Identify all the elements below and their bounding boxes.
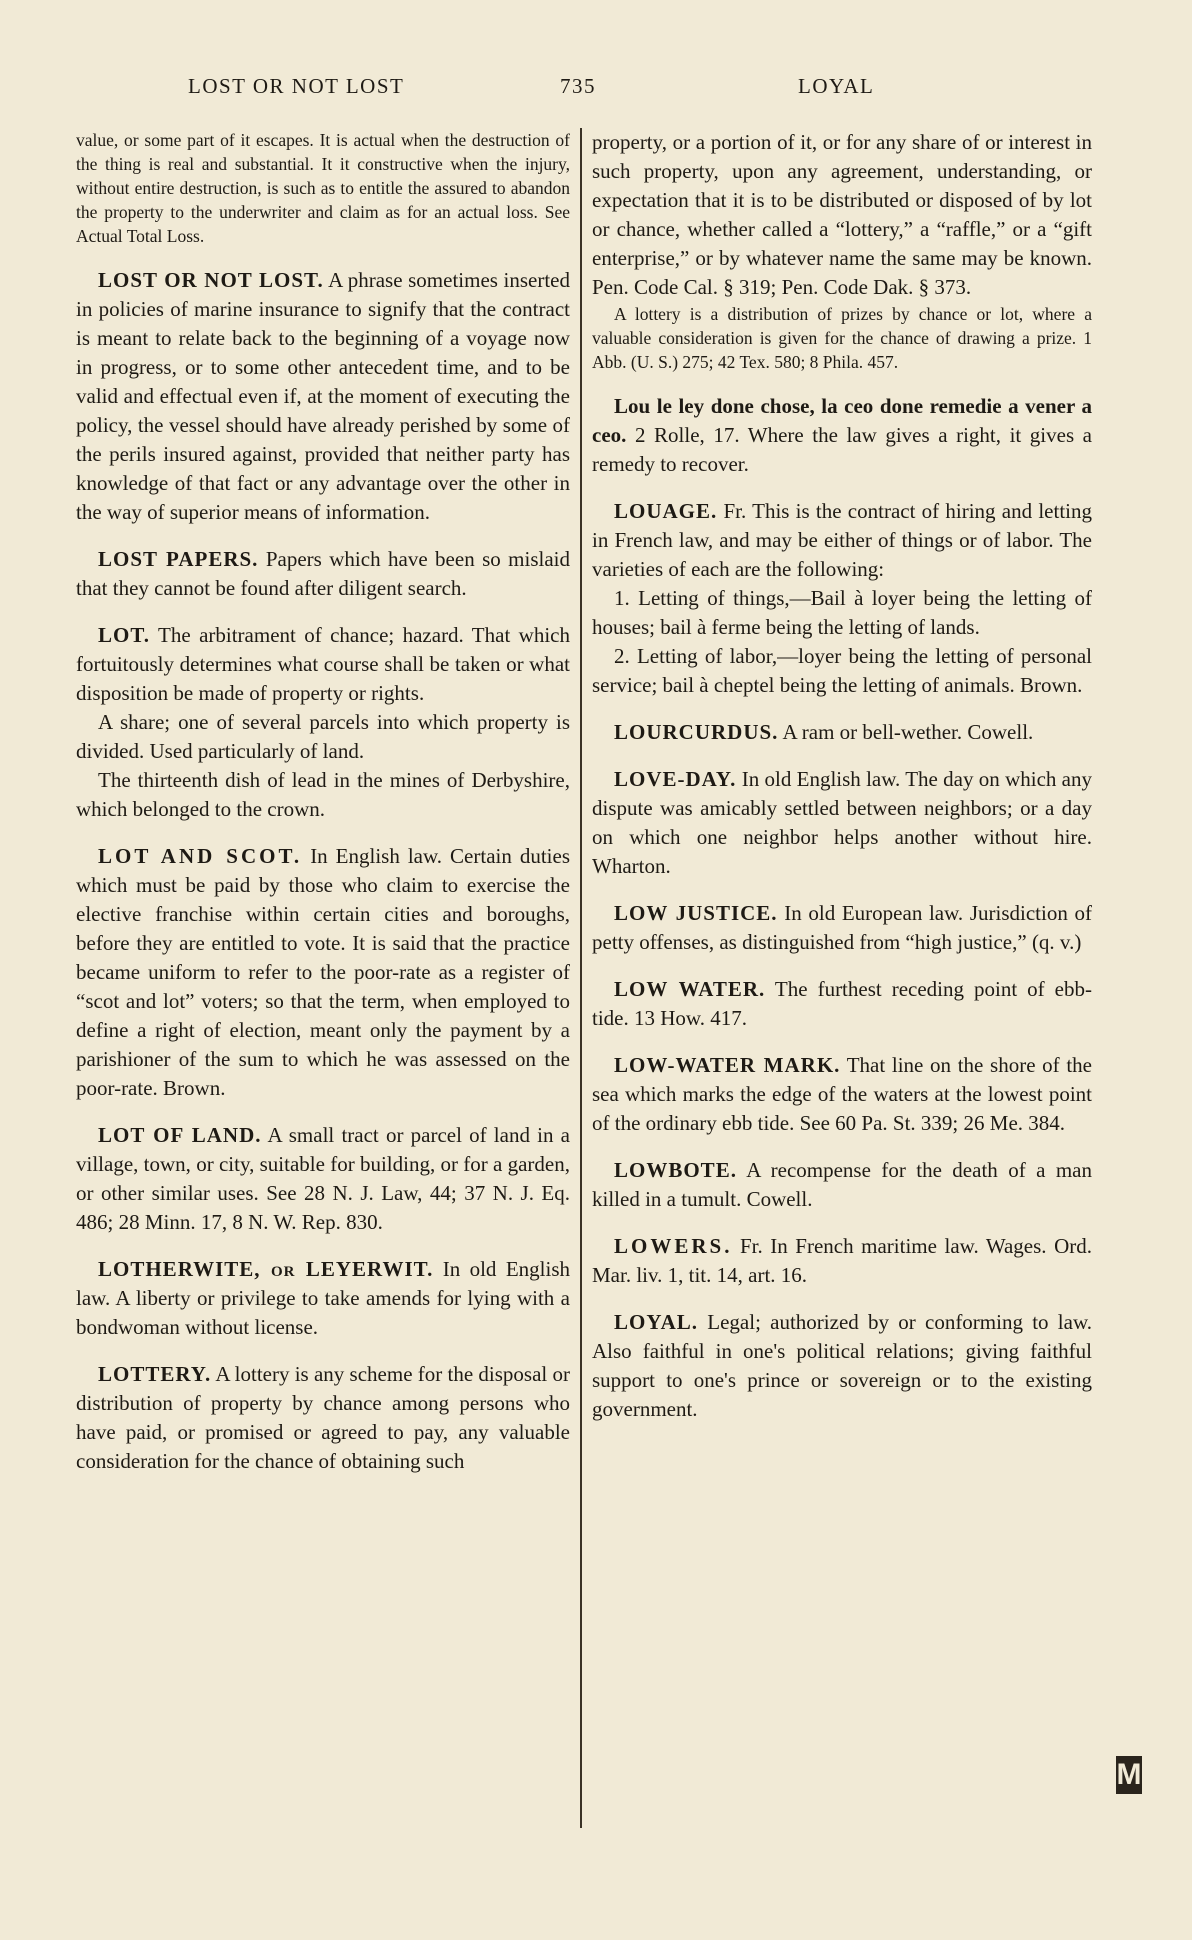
entry-maxim-lou-le-ley [592, 392, 1092, 479]
entry-definition: A small tract or parcel of land in a village, town, or city, suitable for building, or for a garden, or other similar uses. See 28 N. J. Law, 44; 37 N. J. Eq. 486; 28 Minn. 17, 8 N. W. Rep. 830. [76, 1123, 570, 1234]
entry-definition: The furthest receding point of ebb-tide. 13 How. 417. [592, 977, 1092, 1030]
headword: LOURCURDUS. [614, 720, 779, 744]
entry-definition: A ram or bell-wether. Cowell. [782, 720, 1034, 744]
entry-definition: A phrase sometimes inserted in policies of marine insurance to signify that the contract is meant to relate back to the beginning of a voyage now in progress, or to some other antecedent time, and to be valid and effectual even if, at the moment of executing the policy, the vessel should have already perished by some of the perils insured against, provided that neither party has knowledge of that fact or any advantage over the other in the way of superior means of information. [76, 268, 570, 524]
entry-lot-of-land [76, 1121, 570, 1237]
left-column [76, 128, 570, 1476]
entry-lot [76, 621, 570, 824]
entry-lourcurdus [592, 718, 1092, 747]
entry-louage [592, 497, 1092, 700]
list-item: 2. Letting of labor,—loyer being the letting of personal service; bail à cheptel being the letting of animals. Brown. [592, 644, 1092, 697]
entry-definition: A recompense for the death of a man killed in a tumult. Cowell. [592, 1158, 1092, 1211]
header-left-guide-word: LOST OR NOT LOST [188, 74, 405, 98]
entry-definition: That line on the shore of the sea which marks the edge of the waters at the lowest point of the ordinary ebb tide. See 60 Pa. St. 339; 26 Me. 384. [592, 1053, 1093, 1135]
entry-definition: The arbitrament of chance; hazard. That which fortuitously determines what course shall be taken or what disposition be made of property or rights. [76, 623, 570, 705]
entry-lottery [76, 1360, 570, 1476]
headword: LOST OR NOT LOST. [98, 268, 324, 292]
list-item: 1. Letting of things,—Bail à loyer being the letting of houses; bail à ferme being the letting of lands. [592, 586, 1092, 639]
entry-low-water-mark [592, 1051, 1092, 1138]
entry-loyal [592, 1308, 1092, 1424]
header-right-guide-word: LOYAL [798, 74, 875, 98]
entry-definition: A lottery is any scheme for the disposal or distribution of property by chance among persons who have paid, or promised or agreed to pay, any valuable consideration for the chance of obtaining such [76, 1362, 571, 1473]
entry-definition: Fr. This is the contract of hiring and letting in French law, and may be either of things or of labor. The varieties of each are the following: [592, 499, 1093, 581]
headword: LOT OF LAND. [98, 1123, 262, 1147]
entry-lowbote [592, 1156, 1092, 1214]
headword: LOW-WATER MARK. [614, 1053, 841, 1077]
headword: LOT. [98, 623, 151, 647]
headword: Lou le ley done chose, la ceo done remedie a vener a ceo. [592, 394, 1092, 447]
entry-love-day [592, 765, 1092, 881]
thumb-index-tab: M [1116, 1756, 1142, 1794]
headword: LOVE-DAY. [614, 767, 737, 791]
headword: LOST PAPERS. [98, 547, 259, 571]
entry-lost-papers [76, 545, 570, 603]
headword: LOUAGE. [614, 499, 718, 523]
entry-low-water [592, 975, 1092, 1033]
headword: LOT AND SCOT. [98, 844, 303, 868]
entry-definition: In old English law. A liberty or privilege to take amends for lying with a bondwoman without license. [76, 1257, 570, 1339]
headword: LOWERS. [614, 1234, 733, 1258]
entry-definition: Fr. In French maritime law. Wages. Ord. Mar. liv. 1, tit. 14, art. 16. [592, 1234, 1092, 1287]
continued-text: property, or a portion of it, or for any share of or interest in such property, upon any agreement, understanding, or expectation that it is to be distributed or disposed of by lot or chance, whether called a “lottery,” a “raffle,” or a “gift enterprise,” or by whatever name the same may be known. Pen. Code Cal. § 319; Pen. Code Dak. § 373. [592, 130, 1092, 299]
headword: LOTTERY. [98, 1362, 212, 1386]
entry-lost-or-not-lost [76, 266, 570, 527]
headword: LOWBOTE. [614, 1158, 737, 1182]
entry-definition: Legal; authorized by or conforming to law. Also faithful in one's political relations; giving faithful support to one's prince or sovereign or to the existing government. [592, 1310, 1092, 1421]
column-divider [580, 128, 582, 1828]
entry-low-justice [592, 899, 1092, 957]
headword: LOYAL. [614, 1310, 699, 1334]
page-number: 735 [560, 74, 596, 98]
entry-lowers [592, 1232, 1092, 1290]
entry-lotherwite [76, 1255, 570, 1342]
headword: LOTHERWITE, or LEYERWIT. [98, 1257, 434, 1281]
right-column [592, 128, 1092, 1424]
running-head [76, 74, 1116, 104]
entry-definition: Papers which have been so mislaid that they cannot be found after diligent search. [76, 547, 571, 600]
entry-lot-and-scot [76, 842, 570, 1103]
entry-definition: In old English law. The day on which any dispute was amicably settled between neighbors; or a day on which one neighbor helps another without hire. Wharton. [592, 767, 1092, 878]
entry-definition-sense: A share; one of several parcels into which property is divided. Used particularly of land. [76, 710, 570, 763]
entry-definition-sense: The thirteenth dish of lead in the mines of Derbyshire, which belonged to the crown. [76, 768, 570, 821]
entry-definition: 2 Rolle, 17. Where the law gives a right, it gives a remedy to recover. [592, 423, 1092, 476]
entry-definition: In English law. Certain duties which must be paid by those who claim to exercise the elective franchise within certain cities and boroughs, before they are entitled to vote. It is said that the practice became uniform to refer to the poor-rate as a register of “scot and lot” voters; so that the term, when employed to define a right of election, meant only the payment by a parishioner of the sum to which he was assessed on the poor-rate. Brown. [76, 844, 571, 1100]
headword: LOW JUSTICE. [614, 901, 778, 925]
headword: LOW WATER. [614, 977, 766, 1001]
entry-definition: In old European law. Jurisdiction of petty offenses, as distinguished from “high justice,” (q. v.) [592, 901, 1092, 954]
lottery-note: A lottery is a distribution of prizes by chance or lot, where a valuable consideration is given for the chance of drawing a prize. 1 Abb. (U. S.) 275; 42 Tex. 580; 8 Phila. 457. [592, 304, 1092, 372]
continued-text: value, or some part of it escapes. It is actual when the destruction of the thing is real and substantial. It it constructive when the injury, without entire destruction, is such as to entitle the assured to abandon the property to the underwriter and claim as for an actual loss. See Actual Total Loss. [76, 130, 570, 246]
